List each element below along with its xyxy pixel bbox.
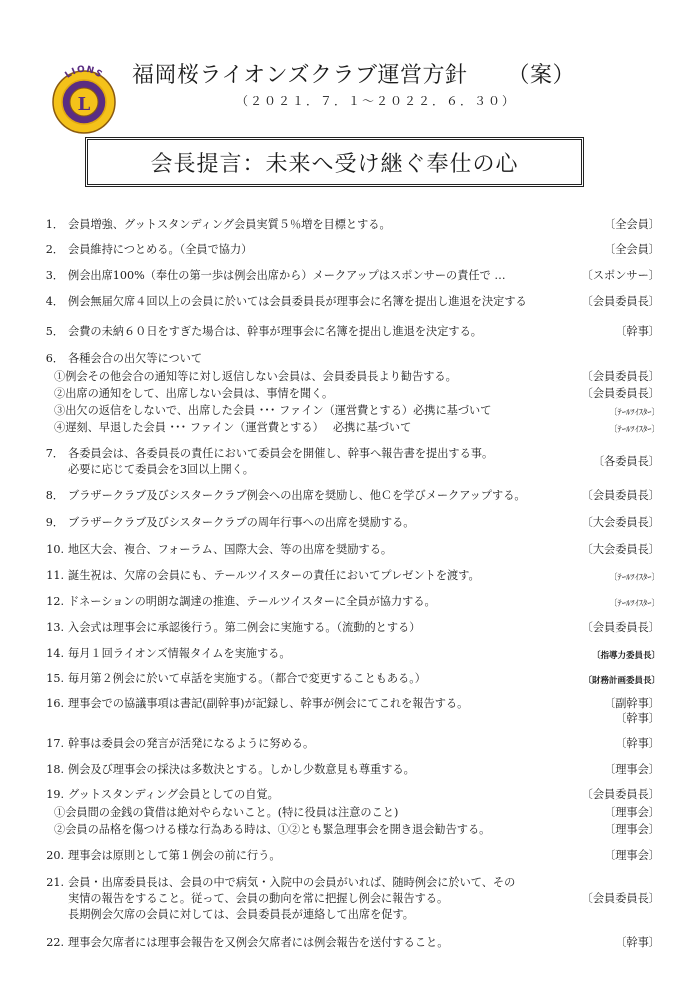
responsible-party: 〔会員委員長〕 bbox=[581, 295, 660, 308]
title-text: 福岡桜ライオンズクラブ運営方針 bbox=[132, 63, 468, 88]
period-text: （２０２１．７．１～２０２２．６．３０） bbox=[236, 94, 517, 108]
policy-item-number: 4． bbox=[45, 295, 64, 308]
responsible-party: 〔会員委員長〕 bbox=[581, 489, 660, 502]
policy-item-number: 14. bbox=[46, 647, 64, 660]
responsible-party: 〔幹事〕 bbox=[615, 737, 660, 750]
policy-item-number: 20. bbox=[46, 849, 64, 862]
policy-item-number: 17. bbox=[46, 737, 64, 750]
responsible-party: 〔副幹事〕 bbox=[604, 697, 660, 710]
policy-item-text: 会員維持につとめる。（全員で協力） bbox=[68, 243, 253, 256]
policy-item-text: ドネーションの明朗な調達の推進、テールツイスターに全員が協力する。 bbox=[68, 595, 436, 608]
policy-item-number: 16. bbox=[46, 697, 64, 710]
policy-item-text: ②出席の通知をして、出席しない会員は、事情を聞く。 bbox=[54, 387, 334, 400]
responsible-party: 〔理事会〕 bbox=[604, 823, 660, 836]
policy-item-number: 2． bbox=[45, 243, 64, 256]
policy-item-text: 必要に応じて委員会を3回以上開く。 bbox=[68, 463, 254, 476]
responsible-party: 〔会員委員長〕 bbox=[581, 370, 660, 383]
responsible-party: 〔ﾃｰﾙﾂｲｽﾀｰ〕 bbox=[608, 425, 660, 435]
policy-item-text: 会員増強、グットスタンディング会員実質５％増を目標とする。 bbox=[68, 218, 391, 231]
policy-item-text: 各種会合の出欠等について bbox=[68, 352, 203, 365]
responsible-party: 〔各委員長〕 bbox=[592, 455, 660, 468]
responsible-party: 〔全会員〕 bbox=[604, 243, 660, 256]
policy-item-number: 6． bbox=[45, 352, 64, 365]
responsible-party: 〔大会委員長〕 bbox=[581, 543, 660, 556]
policy-item-text: 理事会は原則として第１例会の前に行う。 bbox=[68, 849, 281, 862]
policy-item-number: 21. bbox=[46, 876, 64, 889]
logo-lions-text: LIONS bbox=[63, 64, 105, 81]
policy-item-text: 毎月１回ライオンズ情報タイムを実施する。 bbox=[68, 647, 291, 660]
responsible-party: 〔全会員〕 bbox=[604, 218, 660, 231]
responsible-party: 〔幹事〕 bbox=[615, 936, 660, 949]
policy-item-number: 22. bbox=[46, 936, 64, 949]
responsible-party: 〔指導力委員長〕 bbox=[591, 651, 660, 661]
policy-item-number: 1． bbox=[45, 218, 64, 231]
policy-item-text: 実情の報告をすること。従って、会員の動向を常に把握し例会に報告する。 bbox=[68, 892, 449, 905]
policy-item-text: 理事会欠席者には理事会報告を又例会欠席者には例会報告を送付すること。 bbox=[68, 936, 449, 949]
policy-item-text: 例会無届欠席４回以上の会員に於いては会員委員長が理事会に名簿を提出し進退を決定する bbox=[68, 295, 527, 308]
policy-item-text: ③出欠の返信をしないで、出席した会員 ･･･ ファイン（運営費とする）必携に基づいて bbox=[54, 404, 492, 417]
policy-item-text: 長期例会欠席の会員に対しては、会員委員長が連絡して出席を促す。 bbox=[68, 908, 414, 921]
policy-item-text: 入会式は理事会に承認後行う。第二例会に実施する。（流動的とする） bbox=[68, 621, 421, 634]
policy-item-text: ④遅刻、早退した会員 ･･･ ファイン（運営費とする） 必携に基づいて bbox=[54, 421, 412, 434]
responsible-party: 〔ﾃｰﾙﾂｲｽﾀｰ〕 bbox=[608, 599, 660, 609]
policy-item-number: 18. bbox=[46, 763, 64, 776]
policy-item-text: ②会員の品格を傷つける様な行為ある時は、①②とも緊急理事会を開き退会勧告する。 bbox=[54, 823, 491, 836]
policy-item-number: 9． bbox=[45, 516, 64, 529]
policy-item-number: 8． bbox=[45, 489, 64, 502]
policy-item-text: 誕生祝は、欠席の会員にも、テールツイスターの責任においてプレゼントを渡す。 bbox=[68, 569, 480, 582]
responsible-party: 〔幹事〕 bbox=[615, 325, 660, 338]
responsible-party: 〔会員委員長〕 bbox=[581, 621, 660, 634]
responsible-party: 〔会員委員長〕 bbox=[581, 892, 660, 905]
policy-item-text: 毎月第２例会に於いて卓話を実施する。（都合で変更することもある。） bbox=[68, 672, 426, 685]
responsible-party: 〔理事会〕 bbox=[604, 763, 660, 776]
policy-item-text: 各委員会は、各委員長の責任において委員会を開催し、幹事へ報告書を提出する事。 bbox=[68, 447, 494, 460]
responsible-party: 〔幹事〕 bbox=[615, 712, 660, 725]
policy-item-text: 幹事は委員会の発言が活発になるように努める。 bbox=[68, 737, 315, 750]
responsible-party: 〔理事会〕 bbox=[604, 806, 660, 819]
responsible-party: 〔ﾃｰﾙﾂｲｽﾀｰ〕 bbox=[608, 408, 660, 418]
policy-item-number: 11. bbox=[46, 569, 64, 582]
policy-item-text: 地区大会、複合、フォーラム、国際大会、等の出席を奨励する。 bbox=[68, 543, 393, 556]
slogan-text: 会長提言：未来へ受け継ぐ奉仕の心 bbox=[150, 151, 519, 177]
policy-item-number: 3． bbox=[45, 269, 64, 282]
policy-item-number: 12. bbox=[46, 595, 64, 608]
responsible-party: 〔会員委員長〕 bbox=[581, 788, 660, 801]
policy-item-text: 例会出席100%（奉仕の第一歩は例会出席から）メークアップはスポンサーの責任で … bbox=[68, 269, 506, 282]
responsible-party: 〔ﾃｰﾙﾂｲｽﾀｰ〕 bbox=[608, 573, 660, 583]
policy-item-text: ブラザークラブ及びシスタークラブの周年行事への出席を奨励する。 bbox=[68, 516, 415, 529]
responsible-party: 〔会員委員長〕 bbox=[581, 387, 660, 400]
logo-letter: L bbox=[77, 94, 91, 115]
responsible-party: 〔理事会〕 bbox=[604, 849, 660, 862]
policy-item-text: 会費の未納６０日をすぎた場合は、幹事が理事会に名簿を提出し進退を決定する。 bbox=[68, 325, 482, 338]
policy-item-number: 7． bbox=[45, 447, 64, 460]
responsible-party: 〔大会委員長〕 bbox=[581, 516, 660, 529]
policy-item-text: 会員・出席委員長は、会員の中で病気・入院中の会員がいれば、随時例会に於いて、その bbox=[68, 876, 516, 889]
policy-item-text: ブラザークラブ及びシスタークラブ例会への出席を奨励し、他Ｃを学びメークアップする。 bbox=[68, 489, 526, 502]
policy-item-text: 例会及び理事会の採決は多数決とする。しかし少数意見も尊重する。 bbox=[68, 763, 415, 776]
responsible-party: 〔財務計画委員長〕 bbox=[583, 676, 660, 686]
policy-item-number: 10. bbox=[46, 543, 64, 556]
draft-label: （案） bbox=[507, 63, 576, 88]
policy-item-number: 5． bbox=[45, 325, 64, 338]
policy-item-text: 理事会での協議事項は書記(副幹事)が記録し、幹事が例会にてこれを報告する。 bbox=[68, 697, 469, 710]
policy-item-number: 19. bbox=[46, 788, 64, 801]
policy-item-text: ①例会その他会合の通知等に対し返信しない会員は、会員委員長より勧告する。 bbox=[54, 370, 457, 383]
policy-item-text: ①会員間の金銭の貸借は絶対やらないこと。(特に役員は注意のこと) bbox=[54, 806, 399, 819]
policy-item-number: 13. bbox=[46, 621, 64, 634]
policy-item-number: 15. bbox=[46, 672, 64, 685]
policy-item-text: グットスタンディング会員としての自覚。 bbox=[68, 788, 279, 801]
responsible-party: 〔スポンサー〕 bbox=[581, 269, 660, 282]
